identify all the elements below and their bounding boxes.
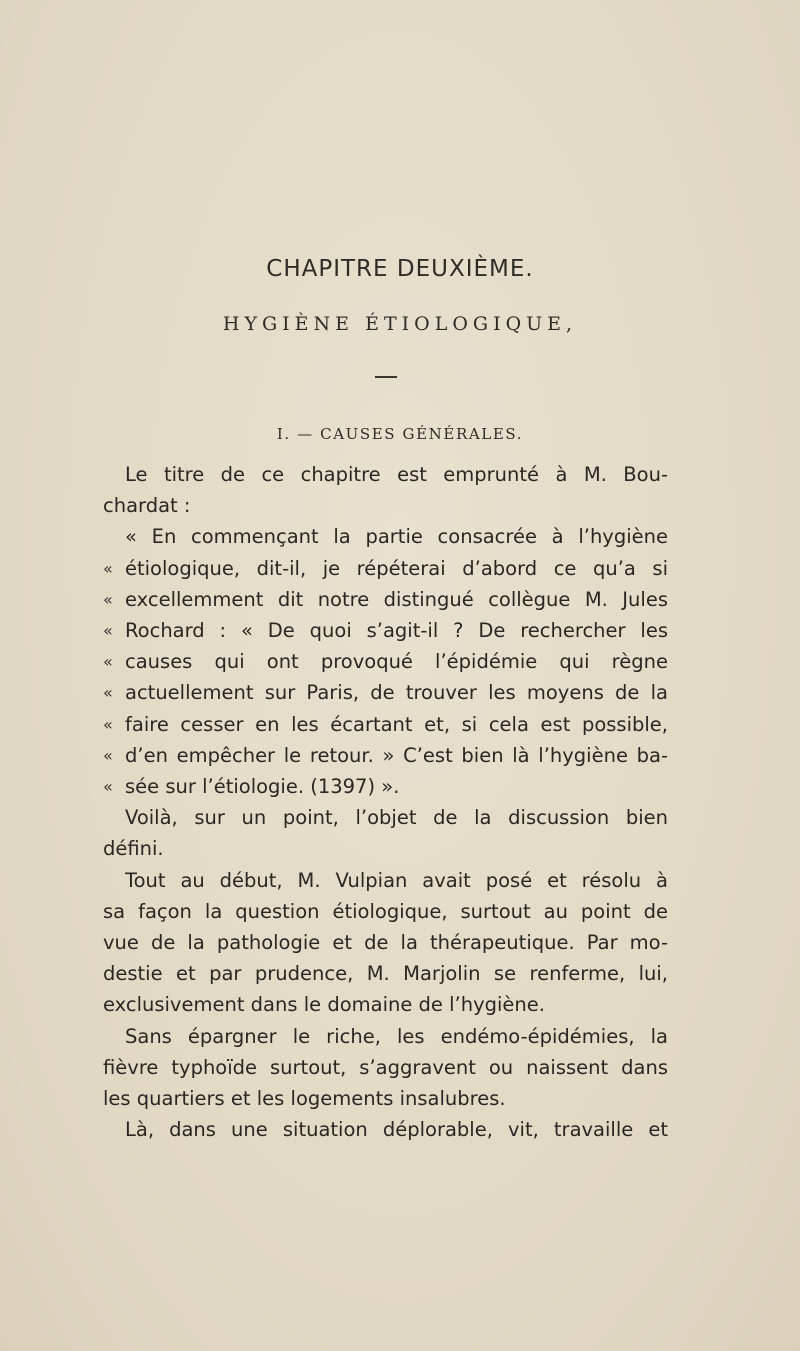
text-line: « En commençant la partie consacrée à l’hygiène: [125, 525, 668, 548]
text-line: d’en empêcher le retour. » C’est bien là l’hygiène ba-: [125, 744, 668, 767]
text-line: Sans épargner le riche, les endémo-épidémies, la: [125, 1025, 668, 1048]
quote-mark: «: [103, 621, 113, 640]
text-line: Rochard : « De quoi s’agit-il ? De rechercher les: [125, 619, 668, 642]
text-line: excellemment dit notre distingué collègue M. Jules: [125, 588, 668, 611]
text-line: sa façon la question étiologique, surtout au point de: [103, 900, 668, 923]
quote-mark: «: [103, 652, 113, 671]
text-line: sée sur l’étiologie. (1397) ».: [125, 775, 400, 798]
subsection-title: I. — CAUSES GÉNÉRALES.: [276, 425, 524, 443]
quote-mark: «: [103, 590, 113, 609]
section-title: HYGIÈNE ÉTIOLOGIQUE,: [222, 313, 578, 335]
text-line: exclusivement dans le domaine de l’hygiène.: [103, 993, 545, 1016]
quote-mark: «: [103, 715, 113, 734]
text-line: Voilà, sur un point, l’objet de la discussion bien: [125, 806, 668, 829]
text-line: faire cesser en les écartant et, si cela est possible,: [125, 713, 668, 736]
text-line: actuellement sur Paris, de trouver les moyens de la: [125, 681, 668, 704]
quote-mark: «: [103, 777, 113, 796]
text-line: vue de la pathologie et de la thérapeutique. Par mo-: [103, 931, 668, 954]
text-line: Le titre de ce chapitre est emprunté à M. Bou-: [125, 463, 668, 486]
text-line: Là, dans une situation déplorable, vit, travaille et: [125, 1118, 668, 1141]
text-line: fièvre typhoïde surtout, s’aggravent ou naissent dans: [103, 1056, 668, 1079]
text-line: causes qui ont provoqué l’épidémie qui règne: [125, 650, 668, 673]
text-line: les quartiers et les logements insalubres.: [103, 1087, 506, 1110]
text-line: Tout au début, M. Vulpian avait posé et résolu à: [125, 869, 668, 892]
title-rule: [375, 376, 397, 378]
text-line: étiologique, dit-il, je répéterai d’abord ce qu’a si: [125, 557, 668, 580]
text-line: chardat :: [103, 494, 191, 517]
quote-mark: «: [103, 683, 113, 702]
text-line: défini.: [103, 837, 164, 860]
text-line: destie et par prudence, M. Marjolin se renferme, lui,: [103, 962, 668, 985]
chapter-title: CHAPITRE DEUXIÈME.: [266, 256, 534, 282]
quote-mark: «: [103, 746, 113, 765]
quote-mark: «: [103, 559, 113, 578]
